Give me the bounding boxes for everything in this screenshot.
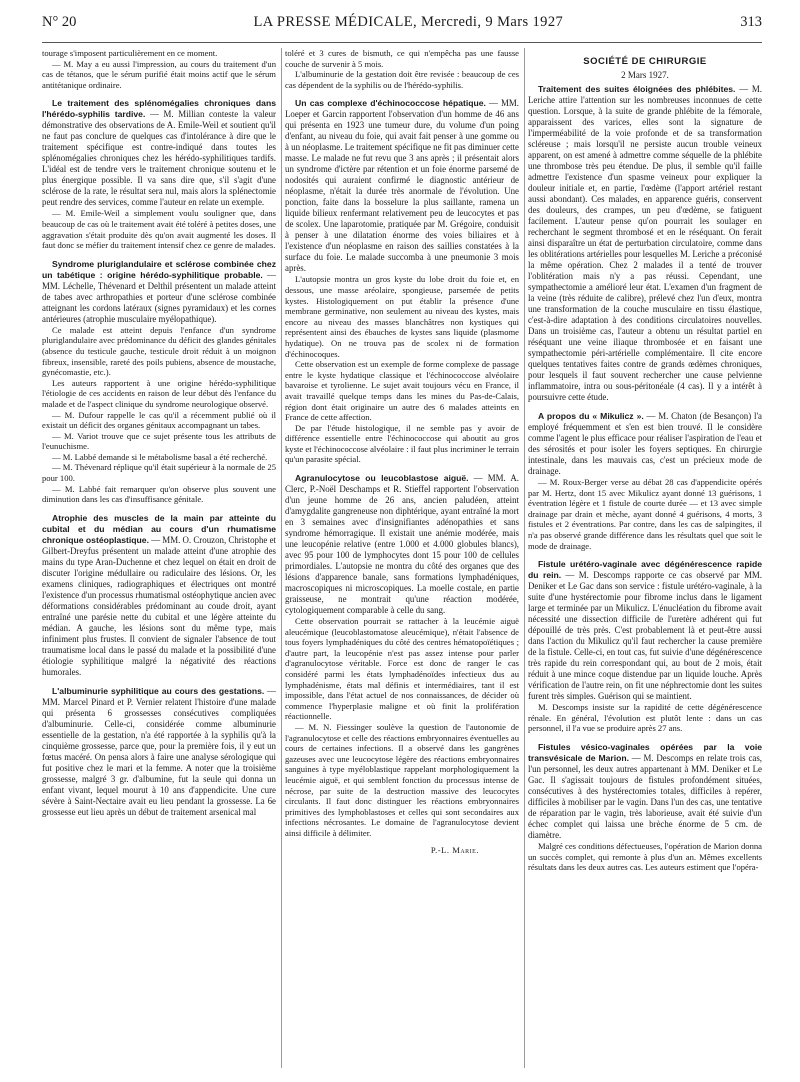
paragraph-albuminurie: L'albuminurie syphilitique au cours des gestations. — MM. Marcel Pinard et P. Vernier relatent l'histoire d'une malade qui présenta 6 grossesses consécutives compliquées d'albuminurie. Celle-ci, considérée comme albuminurie essentielle de la gestation, n'a été rapportée à la syphilis qu'à la cinquième grossesse, parce que, pour la première fois, il y eut un fœtus macéré. On pensa alors à faire une analyse sérologique qui fut positive chez le mari et la femme. A noter que la troisième grossesse, malgré 3 gr. d'albumine, fut la seule qui donna un enfant vivant, lequel mourut à 10 ans d'appendicite. Une cure sévère à Saint-Nectaire avait eu lieu pendant la grossesse. La 6e grossesse eut lieu après un début de traitement arsenical mal: [42, 685, 276, 817]
paragraph: De par l'étude histologique, il ne semble pas y avoir de différence essentielle entre l'échinococcose qui aboutit au gros kyste et l'échinococcose alvéolaire : il faut plus incriminer le terrain qu'un parasite spécial.: [285, 422, 519, 465]
paragraph: — M. N. Fiessinger soulève la question de l'autonomie de l'agranulocytose et celle des réactions embryonnaires éventuelles au cours de certaines infections. Il a observé dans les gangrènes gazeuses avec une leucocytose légère des réactions embryonnaires sanguines à type myéloblastique rappelant morphologiquement la leucémie aiguë, et qui semblent fonction du processus intense de nécrose, par suite de la destruction massive des leucocytes circulants. Il faut donc distinguer les réactions embryonnaires primitives des lymphoblastoses et celles qui sont secondaires aux infections nécrosantes. Le domaine de l'agranulocytose devient ainsi difficile à délimiter.: [285, 722, 519, 838]
paragraph: Cette observation est un exemple de forme complexe de passage entre le kyste hydatique classique et l'échinococcose alvéolaire bavaroise et tyrolienne. Le sujet avait toujours vécu en France, il avait travaillé quelque temps dans les mines du Pas-de-Calais, région dont était originaire un autre des 6 malades atteints en France de cette affection.: [285, 359, 519, 423]
column-1: [42, 48, 276, 1070]
paragraph: toléré et 3 cures de bismuth, ce qui n'empêcha pas une fausse couche de survenir à 5 mois.: [285, 48, 519, 69]
column-3: [528, 48, 762, 1070]
paragraph-fistule-uretero: Fistule urétéro-vaginale avec dégénérescence rapide du rein. — M. Descomps rapporte ce cas observé par MM. Deniker et Le Gac dans son service : fistule urétéro-vaginale, à la suite d'une hystérectomie pour fibrome inclus dans le ligament large et terminée par un Mikulicz. L'énucléation du fibrome avait nécessité une dissection difficile de l'uretère adhérent qui fut dépouillé de très près. C'est probablement là et peut-être aussi dans l'action du Mikulicz qu'il faut rechercher la cause première de la fistule. Celle-ci, en tout cas, fut suivie d'une dégénérescence très rapide du rein correspondant qui, au bout de 2 mois, était réduit à une mince coque distendue par un liquide louche. Après vérification de l'autre rein, on fit une néphrectomie dont les suites furent très simples. Guérison qui se maintient.: [528, 559, 762, 702]
paragraph: — M. Dufour rappelle le cas qu'il a récemment publié où il existait un déficit des organes génitaux accompagnant un tabes.: [42, 409, 276, 431]
paragraph: Les auteurs rapportent à une origine hérédo-syphilitique l'étiologie de ces accidents en raison de leur début dès l'enfance du malade et de l'aspect clinique du syndrome neurologique observé.: [42, 377, 276, 409]
paragraph: — M. Roux-Berger verse au débat 28 cas d'appendicite opérés par M. Hertz, dont 15 avec Mikulicz ayant donné 13 guérisons, 1 éventration légère et 1 fistule de courte durée — et 13 avec simple drainage par drain et mèche, ayant donné 4 guérisons, 4 morts, 3 fistules et 2 éventrations. Par contre, dans les cas de salpingites, il n'a pas observé grande différence dans les résultats quel que soit le mode de drainage.: [528, 477, 762, 551]
running-header: [42, 14, 762, 43]
issue-number: N° 20: [42, 14, 77, 30]
paragraph: L'autopsie montra un gros kyste du lobe droit du foie et, en dessous, une masse aréolaire, spongieuse, parsemée de petits kystes. Histologiquement on put établir la présence d'une membrane germinative, non seulement au niveau des kystes, mais encore au niveau des masses blanchâtres non kystiques qui représentent ainsi des ébauches de kystes sans liquide (plasmome hydatique). On ne trouva pas de scolex ni de formation d'échinocoques.: [285, 274, 519, 359]
article-columns: [42, 48, 762, 1070]
paragraph-echinococcose: Un cas complexe d'échinococcose hépatique. — MM. Loeper et Garcin rapportent l'observation d'un homme de 46 ans qui présenta en 1923 une tumeur dure, du volume d'un poing d'enfant, au niveau du foie, qui avait fait penser à une gomme ou à un néoplasme. Le traitement spécifique ne fit pas diminuer cette masse. Le malade ne fut revu que 3 ans après ; il présentait alors un syndrome d'ictère par rétention et un foie énorme parsemé de nodosités qui auraient confirmé le diagnostic antérieur de néoplasme, n'était la durée très anormale de l'évolution. Une ponction, faite dans la bosselure la plus saillante, ramena un liquide bilieux renfermant relativement peu de leucocytes et pas de scolex. Une laparotomie, pratiquée par M. Grégoire, conduisit à penser à une dilatation énorme des voies biliaires et à l'existence d'un néoplasme en raison des saillies constatées à la surface du foie. Le malade succomba à une pneumonie 3 mois après.: [285, 98, 519, 274]
paragraph: L'albuminurie de la gestation doit être revisée : beaucoup de ces cas dépendent de la syphilis ou de l'hérédo-syphilis.: [285, 69, 519, 90]
paragraph: M. Descomps insiste sur la rapidité de cette dégénérescence rénale. En général, l'évolution est plutôt lente : dans un cas personnel, il l'a vue se produire après 27 ans.: [528, 702, 762, 734]
paragraph-splenomegalies: Le traitement des splénomégalies chroniques dans l'hérédo-syphilis tardive. — M. Millian conteste la valeur démonstrative des observations de A. Emile-Weil et soutient qu'il ne faut pas conclure de quelques cas d'intolérance à dire que le traitement spécifique est contre-indiqué dans toutes les splénomégalies chroniques chez les hérédo-syphilitiques tardifs. L'idéal est de tendre vers le traitement chronique soutenu et le plus énergique possible. Il va sans dire que, s'il s'agit d'une sclérose de la rate, le résultat sera nul, mais alors la splénectomie peut rendre des services, comme l'auteur en relate un exemple.: [42, 98, 276, 208]
paragraph: — M. Variot trouve que ce sujet présente tous les attributs de l'eunuchisme.: [42, 430, 276, 452]
paragraph: Ce malade est atteint depuis l'enfance d'un syndrome pluriglandulaire avec prédominance du déficit des glandes génitales (absence du testicule gauche, testicule droit réduit à un moignon fibreux, insensible, rareté des poils pubiens, absence de moustache, gynécomastie, etc.).: [42, 324, 276, 378]
journal-title: LA PRESSE MÉDICALE, Mercredi, 9 Mars 1927: [253, 14, 564, 30]
paragraph: — M. Labbé demande si le métabolisme basal a été recherché.: [52, 451, 268, 462]
column-rule: [524, 48, 525, 1068]
society-heading: SOCIÉTÉ DE CHIRURGIE: [583, 56, 707, 67]
author-signature: P.-L. Marie.: [430, 844, 479, 855]
paragraph-agranulocytose: Agranulocytose ou leucoblastose aiguë. — MM. A. Clerc, P.-Noël Deschamps et R. Stieffel rapportent l'observation d'un jeune homme de 26 ans, ancien paludéen, atteint d'amygdalite gangreneuse non diphtérique, ayant entraîné la mort en 3 semaines avec d'insignifiantes adénopathies et sans syndrome hémorragique. Il existait une anémie modérée, mais une leucopénie relative (entre 1.000 et 4.000 globules blancs), avec 95 pour 100 de lymphocytes dont 15 pour 100 de cellules primordiales. L'autopsie ne montra du côté des organes que des lésions d'apparence banale, sans formations lymphadéniques, macroscopiques ni microscopiques. La moelle costale, en partie graisseuse, ne montrait qu'une réaction modérée, cytologiquement comparable à celle du sang.: [285, 473, 519, 616]
paragraph: — M. Labbé fait remarquer qu'on observe plus souvent une diminution dans les cas d'insuffisance génitale.: [42, 483, 276, 505]
session-date: 2 Mars 1927.: [621, 70, 669, 80]
column-2: [285, 48, 519, 1070]
paragraph: — M. May a eu aussi l'impression, au cours du traitement d'un cas de tétanos, que le sérum purifié était moins actif que le sérum antitétanique ordinaire.: [42, 58, 276, 90]
page-number: 313: [740, 14, 762, 30]
paragraph: Cette observation pourrait se rattacher à la leucémie aiguë aleucémique (leucoblastomatose aleucémique), n'était l'absence de tous foyers lymphadéniques du côté des centres hématopoïétiques ; d'autre part, la leucopénie n'est pas assez intense pour parler d'agranulocytose véritable. Force est donc de ranger le cas considéré parmi les états lymphadénoïdes infectieux dus au lymphadénisme, états mal définis et intermédiaires, tant il est impossible, dans l'état actuel de nos connaissances, de décider où commence l'hyperplasie maligne et où finit la prolifération réactionnelle.: [285, 616, 519, 722]
paragraph: — M. Emile-Weil a simplement voulu souligner que, dans beaucoup de cas où le traitement avait été toléré à petites doses, une aggravation s'était produite dès qu'on avait augmenté les doses. Il faut donc se méfier du traitement intensif chez ce genre de malades.: [42, 208, 276, 251]
paragraph-fistules-vesico: Fistules vésico-vaginales opérées par la voie transvésicale de Marion. — M. Descomps en relate trois cas, l'un personnel, les deux autres appartenant à MM. Deniker et Le Gac. Il s'agissait toujours de fistules profondément situées, consécutives à des hystérectomies totales, difficiles à repérer, difficiles à mobiliser par le vagin. Dans l'un des cas, une tentative de réparation par le vagin, très laborieuse, avait été suivie d'un échec complet qui laissa une brèche énorme de 5 cm. de diamètre.: [528, 741, 762, 840]
paragraph-mikulicz: A propos du « Mikulicz ». — M. Chaton (de Besançon) l'a employé fréquemment et s'en est bien trouvé. Il le considère comme l'agent le plus efficace pour réaliser l'aspiration de l'eau et des sérosités et pour isoler les foyers septiques. En chirurgie intestinale, dans les mauvais cas, c'est un précieux mode de drainage.: [528, 411, 762, 476]
paragraph: Malgré ces conditions défectueuses, l'opération de Marion donna un succès complet, qui remonte à plus d'un an. Mêmes excellents résultats dans les deux autres cas. Les auteurs estiment que l'opéra-: [528, 840, 762, 873]
paragraph: tourage s'imposent particulièrement en ce moment.: [42, 48, 218, 58]
column-rule: [281, 48, 282, 1068]
paragraph-syndrome-pluriglandulaire: Syndrome pluriglandulaire et sclérose combinée chez un tabétique : origine hérédo-syphilitique probable. — MM. Léchelle, Thévenard et Delthil présentent un malade atteint de tabes avec arthropathies et porteur d'une sclérose combinée atteignant les cordons latéraux (signes pyramidaux) et les cornes antérieures (atrophie musculaire myélopathique).: [42, 258, 276, 324]
paragraph-atrophie-muscles: Atrophie des muscles de la main par atteinte du cubital et du médian au cours d'un rhumatisme chronique ostéoplastique. — MM. O. Crouzon, Christophe et Gilbert-Dreyfus présentent un malade atteint d'une atrophie des mains du type Aran-Duchenne et chez lequel on était en droit de discuter l'origine médullaire ou radiculaire des lésions. Or, les examens cliniques, radiographiques et électriques ont montré l'existence d'un processus rhumatismal ostéophytique ancien avec déformations considérables prédominant au coude droit, ayant entraîné une parésie nette du cubital et une légère atteinte du médian. A gauche, les lésions sont du même type, mais infiniment plus frustes. Il convient de signaler l'absence de tout traumatisme local dans le passé du malade et la possibilité d'une étiologie syphilitique malgré la négativité des réactions humorales.: [42, 512, 276, 677]
paragraph: — M. Thévenard réplique qu'il était supérieur à la normale de 25 pour 100.: [42, 462, 276, 484]
paragraph-phlebites: Traitement des suites éloignées des phlébites. — M. Leriche attire l'attention sur les nombreuses inconnues de cette question. Lorsque, à la suite de grande phlébite de la fémorale, apparaissent des varices, elles sont la signature de l'imperméabilité de la voie profonde et de sa transformation scléreuse ; mais lorsqu'il ne persiste aucun trouble veineux apparent, on est amené à admettre comme séquelle de la phlébite une thrombose très peu étendue. De plus, il semble qu'il faille admettre l'existence d'un spasme veineux pour expliquer la douleur initiale et, en partie, l'œdème (l'apport artériel restant aussi abondant). Ces malades, en apparence guéris, conservent des douleurs, des crampes, un peu d'œdème, se fatiguent facilement. L'auteur pense qu'on pourrait les soulager en recherchant le segment thrombosé et en le réséquant. On ferait ainsi disparaître un état de perturbation circulatoire, comme dans les oblitérations artérielles pour lesquelles M. Leriche a préconisé la même opération. Chez 2 malades il a tenté de trouver l'oblitération mais n'y a pas réussi. Cependant, une sympathectomie a amélioré leur état. L'examen d'un fragment de la veine (très réduite de calibre), prélevé chez l'un d'eux, montra une transformation de la couche musculaire en tissu élastique, c'est-à-dire adaptation à des conditions circulatoires nouvelles. Dans un troisième cas, l'auteur a obtenu un résultat partiel en réséquant une veine iliaque thrombosée et en faisant une sympathectomie péri-artérielle complémentaire. Il cite encore quelques tentatives faites contre de grands œdèmes chroniques, pour lesquels il faut souvent rechercher une cause pelvienne inflammatoire, intra ou sous-péritonéale (4 cas). Il y a intérêt à poursuivre cette étude.: [528, 84, 762, 402]
